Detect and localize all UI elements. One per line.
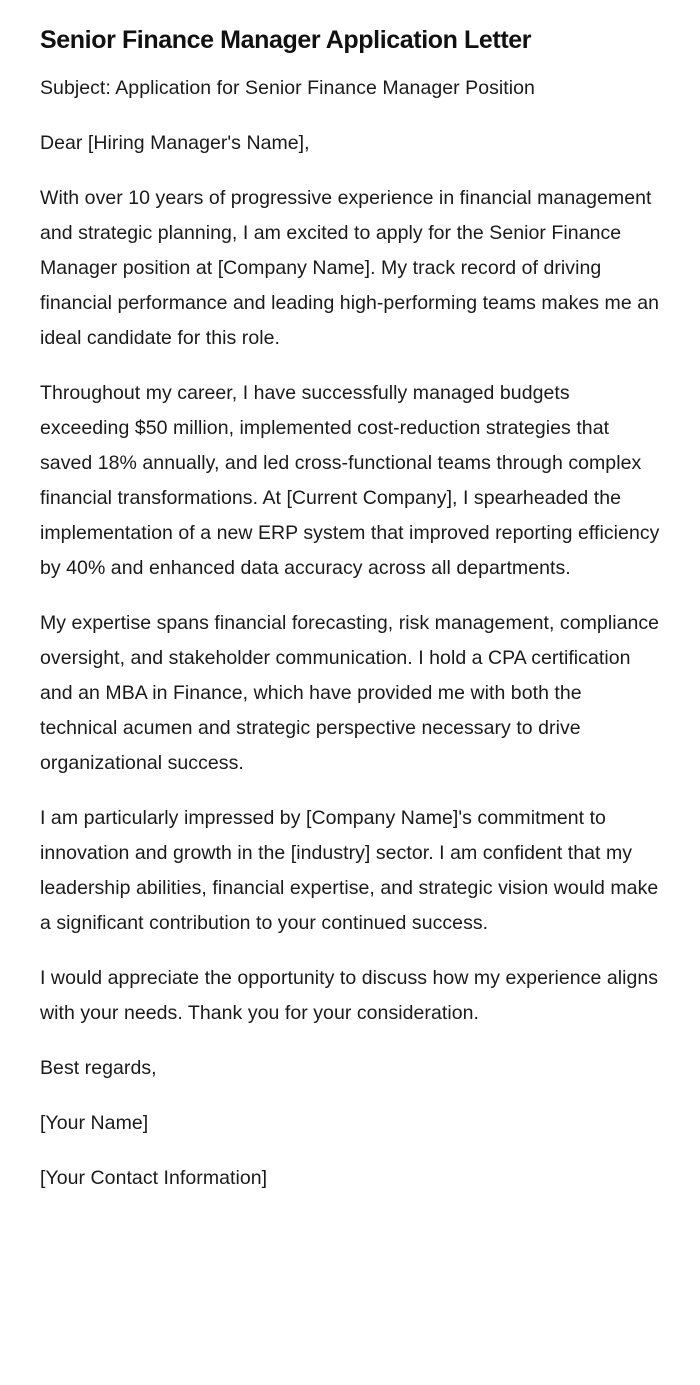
letter-subject: Subject: Application for Senior Finance Manager Position xyxy=(40,77,535,99)
letter-signoff: Best regards, xyxy=(40,1057,157,1079)
letter-paragraph-experience: Throughout my career, I have successfully managed budgets exceeding $50 million, implemented cost-reduction strategies that saved 18% annually, and led cross-functional teams through complex financial transformations. At [Current Company], I spearheaded the implementation of a new ERP system that improved reporting efficiency by 40% and enhanced data accuracy across all departments. xyxy=(40,382,660,579)
letter-paragraph-company: I am particularly impressed by [Company Name]'s commitment to innovation and growth in the [industry] sector. I am confident that my leadership abilities, financial expertise, and strategic vision would make a significant contribution to your continued success. xyxy=(40,807,659,934)
letter-sender-name: [Your Name] xyxy=(40,1112,149,1134)
letter-paragraph-closing: I would appreciate the opportunity to discuss how my experience aligns with your needs. Thank you for your consideration. xyxy=(40,967,659,1024)
letter-salutation: Dear [Hiring Manager's Name], xyxy=(40,132,310,154)
letter-paragraph-intro: With over 10 years of progressive experience in financial management and strategic planning, I am excited to apply for the Senior Finance Manager position at [Company Name]. My track record of driving financial performance and leading high-performing teams makes me an ideal candidate for this role. xyxy=(40,187,660,349)
letter-paragraph-expertise: My expertise spans financial forecasting, risk management, compliance oversight, and stakeholder communication. I hold a CPA certification and an MBA in Finance, which have provided me with both the technical acumen and strategic perspective necessary to drive organizational success. xyxy=(40,612,660,774)
letter-title: Senior Finance Manager Application Letter xyxy=(40,26,532,54)
letter-sender-contact: [Your Contact Information] xyxy=(40,1167,268,1189)
